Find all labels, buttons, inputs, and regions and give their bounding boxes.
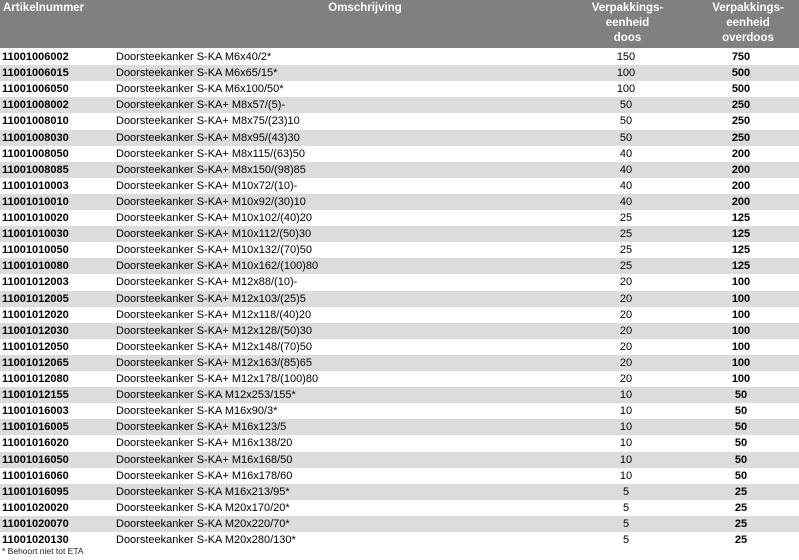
cell-doos: 40	[619, 179, 633, 192]
cell-artikelnummer: 11001008010	[2, 115, 69, 128]
column-header-omschrijving: Omschrijving	[328, 2, 402, 14]
cell-overdoos: 100	[731, 276, 751, 289]
cell-doos: 20	[619, 276, 633, 289]
cell-artikelnummer: 11001008085	[2, 163, 69, 176]
cell-artikelnummer: 11001006050	[2, 83, 69, 96]
table-row	[0, 452, 799, 468]
table-row	[0, 49, 799, 65]
table-row	[0, 258, 799, 274]
cell-artikelnummer: 11001020020	[2, 501, 69, 514]
cell-overdoos: 125	[731, 212, 751, 224]
cell-doos: 100	[616, 67, 636, 80]
cell-overdoos: 200	[731, 195, 751, 208]
cell-overdoos: 50	[734, 453, 748, 466]
cell-overdoos: 50	[734, 469, 748, 482]
column-header-doos-line1: Verpakkings-	[591, 2, 664, 14]
cell-overdoos: 50	[734, 389, 748, 402]
cell-doos: 10	[619, 421, 633, 434]
cell-artikelnummer: 11001008050	[2, 147, 69, 160]
cell-omschrijving: Doorsteekanker S-KA+ M8x150/(98)85	[116, 163, 306, 176]
cell-doos: 10	[619, 405, 633, 418]
cell-omschrijving: Doorsteekanker S-KA M6x40/2*	[116, 51, 272, 63]
cell-omschrijving: Doorsteekanker S-KA+ M10x72/(10)-	[116, 179, 298, 192]
cell-omschrijving: Doorsteekanker S-KA+ M10x102/(40)20	[116, 212, 312, 224]
cell-omschrijving: Doorsteekanker S-KA+ M12x118/(40)20	[116, 308, 312, 321]
column-header-overdoos-line3: overdoos	[722, 32, 774, 44]
column-header-doos	[580, 1, 675, 46]
column-header-overdoos	[700, 1, 796, 46]
cell-omschrijving: Doorsteekanker S-KA+ M10x132/(70)50	[116, 244, 312, 257]
cell-overdoos: 100	[731, 308, 751, 321]
cell-artikelnummer: 11001006015	[2, 67, 69, 80]
table-row	[0, 403, 799, 419]
cell-overdoos: 250	[731, 115, 751, 128]
cell-overdoos: 500	[731, 67, 751, 80]
cell-omschrijving: Doorsteekanker S-KA+ M16x168/50	[116, 453, 293, 466]
cell-omschrijving: Doorsteekanker S-KA+ M12x128/(50)30	[116, 324, 312, 337]
cell-omschrijving: Doorsteekanker S-KA M20x280/130*	[116, 534, 296, 546]
cell-overdoos: 50	[734, 421, 748, 434]
cell-doos: 100	[616, 83, 636, 96]
cell-overdoos: 200	[731, 147, 751, 160]
cell-artikelnummer: 11001016020	[2, 437, 69, 450]
cell-omschrijving: Doorsteekanker S-KA+ M12x88/(10)-	[116, 276, 298, 289]
column-header-overdoos-line1: Verpakkings-	[712, 2, 784, 14]
cell-doos: 5	[622, 517, 630, 530]
column-header-overdoos-line2: eenheid	[726, 17, 770, 29]
table-row	[0, 274, 799, 290]
cell-overdoos: 25	[734, 485, 748, 498]
cell-artikelnummer: 11001012005	[2, 292, 69, 305]
cell-omschrijving: Doorsteekanker S-KA+ M8x75/(23)10	[116, 115, 300, 128]
table-row	[0, 291, 799, 307]
cell-artikelnummer: 11001008002	[2, 99, 69, 112]
cell-overdoos: 25	[734, 517, 748, 530]
cell-omschrijving: Doorsteekanker S-KA+ M16x138/20	[116, 437, 293, 450]
cell-artikelnummer: 11001012080	[2, 373, 69, 385]
cell-doos: 40	[619, 163, 633, 176]
table-row	[0, 210, 799, 226]
table-row	[0, 323, 799, 339]
table-row	[0, 355, 799, 371]
cell-overdoos: 750	[731, 51, 751, 63]
cell-overdoos: 125	[731, 228, 751, 241]
cell-artikelnummer: 11001016003	[2, 405, 69, 418]
cell-doos: 20	[619, 373, 633, 385]
cell-overdoos: 250	[731, 99, 751, 112]
cell-doos: 25	[619, 228, 633, 241]
cell-overdoos: 25	[734, 534, 748, 546]
cell-doos: 10	[619, 389, 633, 402]
cell-omschrijving: Doorsteekanker S-KA+ M8x95/(43)30	[116, 131, 300, 144]
cell-artikelnummer: 11001010050	[2, 244, 69, 257]
cell-omschrijving: Doorsteekanker S-KA+ M10x162/(100)80	[116, 260, 319, 273]
cell-doos: 20	[619, 308, 633, 321]
cell-overdoos: 100	[731, 356, 751, 369]
table-row	[0, 371, 799, 387]
cell-artikelnummer: 11001020070	[2, 517, 69, 530]
cell-omschrijving: Doorsteekanker S-KA+ M12x163/(85)65	[116, 356, 312, 369]
table-row	[0, 500, 799, 516]
cell-doos: 50	[619, 115, 633, 128]
column-header-doos-line3: doos	[613, 32, 642, 44]
table-row	[0, 194, 799, 210]
cell-artikelnummer: 11001012020	[2, 308, 69, 321]
cell-omschrijving: Doorsteekanker S-KA+ M16x178/60	[116, 469, 293, 482]
cell-overdoos: 100	[731, 373, 751, 385]
cell-omschrijving: Doorsteekanker S-KA+ M8x115/(63)50	[116, 147, 306, 160]
cell-omschrijving: Doorsteekanker S-KA+ M12x103/(25)5	[116, 292, 306, 305]
cell-overdoos: 25	[734, 501, 748, 514]
cell-doos: 10	[619, 469, 633, 482]
cell-doos: 5	[622, 501, 630, 514]
cell-artikelnummer: 11001010080	[2, 260, 69, 273]
cell-artikelnummer: 11001012065	[2, 356, 69, 369]
cell-overdoos: 100	[731, 340, 751, 353]
cell-doos: 20	[619, 292, 633, 305]
cell-artikelnummer: 11001010020	[2, 212, 69, 224]
cell-artikelnummer: 11001016095	[2, 485, 69, 498]
cell-artikelnummer: 11001016005	[2, 421, 69, 434]
table-row	[0, 130, 799, 146]
cell-artikelnummer: 11001016050	[2, 453, 69, 466]
cell-omschrijving: Doorsteekanker S-KA M16x213/95*	[116, 485, 290, 498]
table-row	[0, 484, 799, 500]
cell-artikelnummer: 11001010003	[2, 179, 69, 192]
cell-doos: 20	[619, 356, 633, 369]
table-row	[0, 242, 799, 258]
cell-artikelnummer: 11001008030	[2, 131, 69, 144]
cell-doos: 40	[619, 195, 633, 208]
table-row	[0, 113, 799, 129]
cell-omschrijving: Doorsteekanker S-KA M20x170/20*	[116, 501, 290, 514]
table-row	[0, 532, 799, 548]
cell-overdoos: 125	[731, 260, 751, 273]
table-row	[0, 516, 799, 532]
cell-artikelnummer: 11001012003	[2, 276, 69, 289]
cell-overdoos: 100	[731, 324, 751, 337]
table-row	[0, 81, 799, 97]
cell-doos: 25	[619, 244, 633, 257]
table-row	[0, 97, 799, 113]
cell-omschrijving: Doorsteekanker S-KA M16x90/3*	[116, 405, 278, 418]
table-row	[0, 468, 799, 484]
cell-omschrijving: Doorsteekanker S-KA M20x220/70*	[116, 517, 290, 530]
cell-omschrijving: Doorsteekanker S-KA+ M10x92/(30)10	[116, 195, 306, 208]
cell-doos: 25	[619, 260, 633, 273]
cell-artikelnummer: 11001020130	[2, 534, 69, 546]
cell-doos: 50	[619, 131, 633, 144]
cell-overdoos: 50	[734, 437, 748, 450]
cell-overdoos: 50	[734, 405, 748, 418]
cell-overdoos: 200	[731, 179, 751, 192]
cell-overdoos: 100	[731, 292, 751, 305]
table-row	[0, 387, 799, 403]
cell-artikelnummer: 11001012155	[2, 389, 69, 402]
cell-artikelnummer: 11001012050	[2, 340, 69, 353]
cell-omschrijving: Doorsteekanker S-KA+ M16x123/5	[116, 421, 287, 434]
cell-doos: 20	[619, 340, 633, 353]
footnote: * Behoort niet tot ETA	[2, 546, 84, 556]
cell-omschrijving: Doorsteekanker S-KA M6x65/15*	[116, 67, 278, 80]
table-row	[0, 339, 799, 355]
cell-doos: 5	[622, 485, 630, 498]
table-row	[0, 226, 799, 242]
table-header	[0, 0, 799, 48]
cell-omschrijving: Doorsteekanker S-KA+ M8x57/(5)-	[116, 99, 286, 112]
cell-doos: 10	[619, 453, 633, 466]
cell-artikelnummer: 11001010010	[2, 195, 69, 208]
table-row	[0, 146, 799, 162]
cell-overdoos: 500	[731, 83, 751, 96]
table-row	[0, 65, 799, 81]
table-row	[0, 178, 799, 194]
cell-overdoos: 200	[731, 163, 751, 176]
column-header-doos-line2: eenheid	[605, 17, 650, 29]
table-row	[0, 307, 799, 323]
cell-doos: 20	[619, 324, 633, 337]
cell-artikelnummer: 11001012030	[2, 324, 69, 337]
cell-omschrijving: Doorsteekanker S-KA+ M10x112/(50)30	[116, 228, 312, 241]
cell-doos: 25	[619, 212, 633, 224]
cell-doos: 5	[622, 534, 630, 546]
column-header-artikelnummer: Artikelnummer	[3, 2, 85, 14]
table-row	[0, 419, 799, 435]
table-row	[0, 435, 799, 451]
cell-omschrijving: Doorsteekanker S-KA+ M12x148/(70)50	[116, 340, 312, 353]
cell-omschrijving: Doorsteekanker S-KA M12x253/155*	[116, 389, 296, 402]
cell-doos: 50	[619, 99, 633, 112]
cell-overdoos: 250	[731, 131, 751, 144]
cell-overdoos: 125	[731, 244, 751, 257]
cell-doos: 10	[619, 437, 633, 450]
cell-doos: 150	[616, 51, 636, 63]
cell-omschrijving: Doorsteekanker S-KA+ M12x178/(100)80	[116, 373, 319, 385]
cell-doos: 40	[619, 147, 633, 160]
cell-artikelnummer: 11001006002	[2, 51, 69, 63]
table-row	[0, 162, 799, 178]
cell-artikelnummer: 11001010030	[2, 228, 69, 241]
cell-omschrijving: Doorsteekanker S-KA M6x100/50*	[116, 83, 284, 96]
cell-artikelnummer: 11001016060	[2, 469, 69, 482]
